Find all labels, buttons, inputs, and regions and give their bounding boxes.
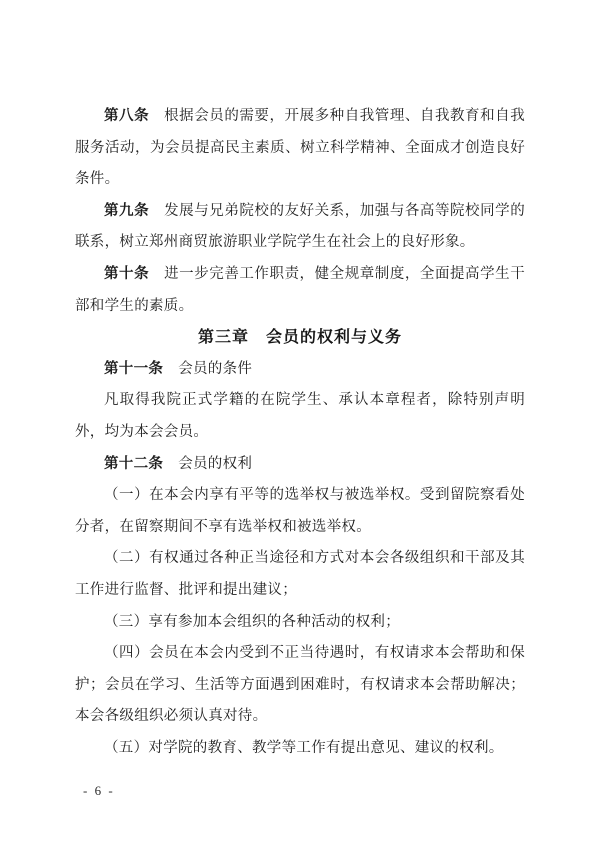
article-paragraph <box>75 259 525 322</box>
article-paragraph <box>75 607 525 639</box>
paragraph-text: （二）有权通过各种正当途径和方式对本会各级组织和干部及其工作进行监督、批评和提出建议； <box>75 550 525 598</box>
article-paragraph <box>75 733 525 765</box>
article-number: 第九条 <box>104 202 150 219</box>
paragraph-text: 会员的权利 <box>178 455 253 472</box>
article-paragraph <box>75 196 525 259</box>
paragraph-text: 进一步完善工作职责，健全规章制度，全面提高学生干部和学生的素质。 <box>75 265 525 314</box>
article-number: 第十二条 <box>104 455 164 472</box>
page-number: - 6 - <box>83 783 115 798</box>
article-paragraph <box>75 101 525 196</box>
paragraph-text: 根据会员的需要，开展多种自我管理、自我教育和自我服务活动，为会员提高民主素质、树立科学精神、全面成才创造良好条件。 <box>75 108 525 188</box>
paragraph-text: 凡取得我院正式学籍的在院学生、承认本章程者，除特别声明外，均为本会会员。 <box>75 392 525 440</box>
paragraph-text: 发展与兄弟院校的友好关系，加强与各高等院校同学的联系，树立郑州商贸旅游职业学院学生在社会上的良好形象。 <box>75 202 525 251</box>
paragraph-text: （三）享有参加本会组织的各种活动的权利； <box>104 613 400 630</box>
article-number: 第十条 <box>104 265 150 282</box>
article-paragraph <box>75 638 525 733</box>
document-body <box>75 101 525 764</box>
article-paragraph <box>75 480 525 543</box>
article-paragraph <box>75 543 525 606</box>
paragraph-text: 会员的条件 <box>178 360 253 377</box>
paragraph-text: （一）在本会内享有平等的选举权与被选举权。受到留院察看处分者，在留察期间不享有选举权和被选举权。 <box>75 487 525 535</box>
article-number: 第八条 <box>104 108 150 124</box>
paragraph-text: （四）会员在本会内受到不正当待遇时，有权请求本会帮助和保护；会员在学习、生活等方面遇到困难时，有权请求本会帮助解决；本会各级组织必须认真对待。 <box>75 645 525 725</box>
article-paragraph <box>75 385 525 448</box>
paragraph-text: （五）对学院的教育、教学等工作有提出意见、建议的权利。 <box>104 739 504 756</box>
article-paragraph <box>75 449 525 481</box>
article-number: 第十一条 <box>104 360 164 377</box>
article-paragraph <box>75 354 525 386</box>
chapter-heading: 第三章 会员的权利与义务 <box>197 329 402 347</box>
